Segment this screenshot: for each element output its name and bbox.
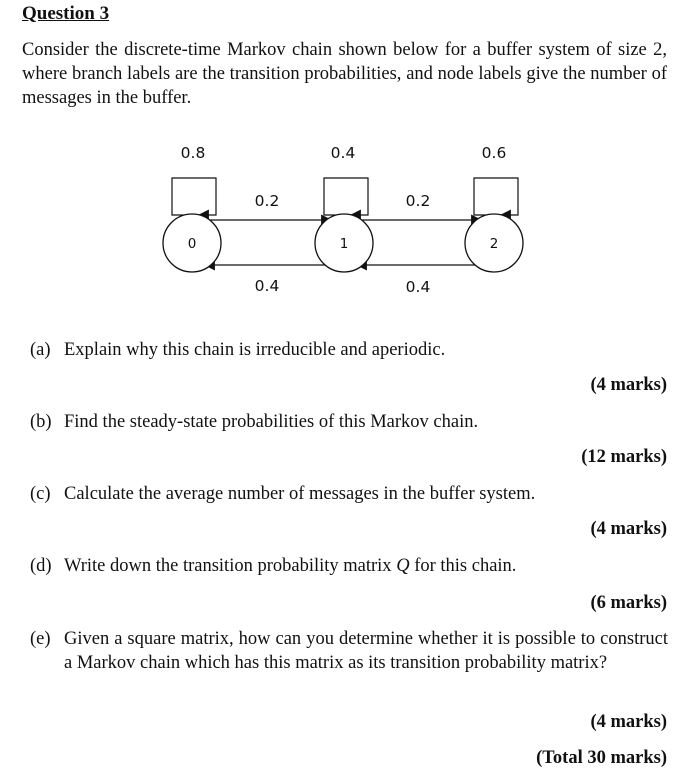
part-letter: (d) xyxy=(30,556,52,576)
self-loop-2 xyxy=(474,178,518,215)
state-label-2: 2 xyxy=(489,236,499,252)
part-text xyxy=(64,554,668,578)
part-e xyxy=(30,627,668,675)
part-letter: (e) xyxy=(30,629,51,649)
part-b xyxy=(30,410,668,434)
part-text-after: for this chain. xyxy=(409,556,517,576)
self-loop-prob-1: 0.4 xyxy=(330,144,356,162)
part-d xyxy=(30,554,668,578)
self-loop-0 xyxy=(172,178,216,215)
self-loop-prob-2: 0.6 xyxy=(481,144,507,162)
marks-a: (4 marks) xyxy=(590,375,667,395)
markov-chain-diagram xyxy=(0,0,696,320)
part-letter: (a) xyxy=(30,340,51,360)
state-label-0: 0 xyxy=(187,236,197,252)
part-text: Given a square matrix, how can you determine whether it is possible to construct a Markov chain which has this matrix as its transition probability matrix? xyxy=(64,629,668,673)
self-loop-prob-0: 0.8 xyxy=(180,144,206,162)
part-c xyxy=(30,482,668,506)
marks-e: (4 marks) xyxy=(590,712,667,732)
part-text-before: Write down the transition probability matrix xyxy=(64,556,397,576)
state-label-1: 1 xyxy=(339,236,349,252)
part-letter: (c) xyxy=(30,484,51,504)
marks-c: (4 marks) xyxy=(590,519,667,539)
forward-prob-0-1: 0.2 xyxy=(254,192,280,210)
part-letter: (b) xyxy=(30,412,52,432)
self-loop-1 xyxy=(324,178,368,215)
part-a xyxy=(30,338,668,362)
backward-prob-1-0: 0.4 xyxy=(254,277,280,295)
total-marks: (Total 30 marks) xyxy=(536,748,667,768)
question-intro: Consider the discrete-time Markov chain shown below for a buffer system of size 2, where branch labels are the transition probabilities, and node labels give the number of messages in the buffer. xyxy=(22,40,667,108)
part-text: Find the steady-state probabilities of this Markov chain. xyxy=(64,412,479,432)
marks-b: (12 marks) xyxy=(581,447,667,467)
part-text: Calculate the average number of messages in the buffer system. xyxy=(64,484,536,504)
matrix-variable: Q xyxy=(396,556,410,576)
marks-d: (6 marks) xyxy=(590,593,667,613)
forward-prob-1-2: 0.2 xyxy=(405,192,431,210)
part-text: Explain why this chain is irreducible and aperiodic. xyxy=(64,340,446,360)
backward-prob-2-1: 0.4 xyxy=(405,278,431,296)
question-title: Question 3 xyxy=(22,3,110,24)
